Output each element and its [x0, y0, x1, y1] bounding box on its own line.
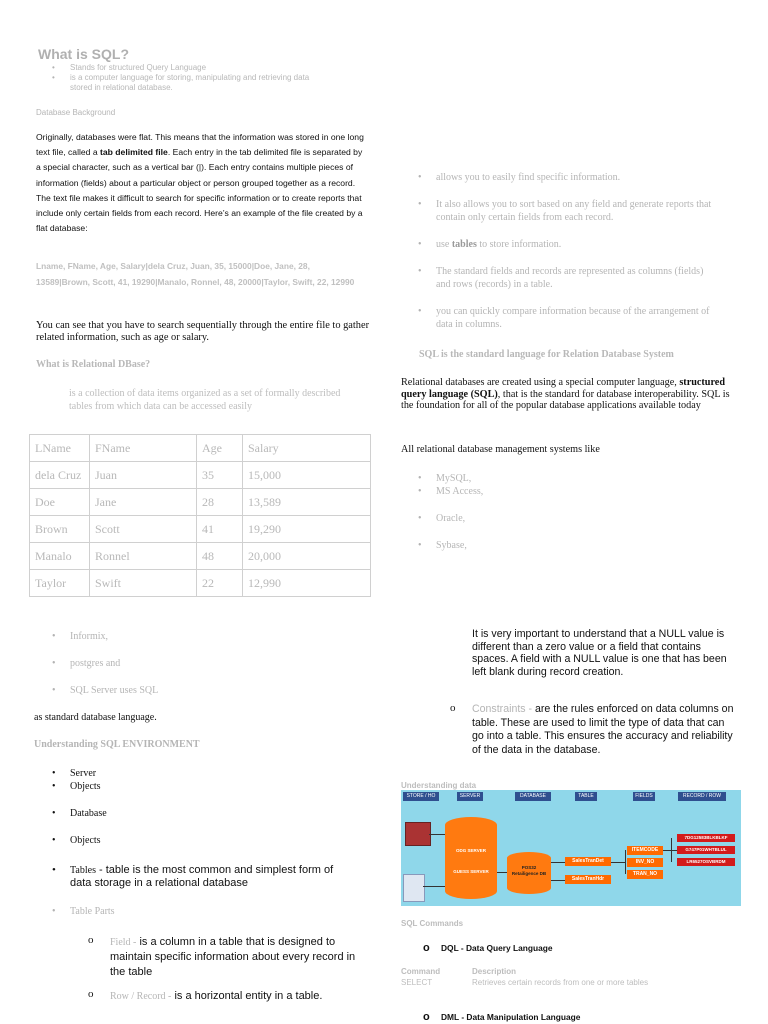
diagram-header: FIELDS [633, 792, 655, 801]
connector-line [551, 862, 565, 863]
env-list [52, 767, 352, 847]
connector-line [611, 862, 625, 863]
diagram-record-box: 7DG12583BLKBLKF [677, 834, 735, 842]
table-cell: Juan [90, 462, 197, 489]
connector-line [625, 850, 626, 874]
connector-line [423, 886, 445, 887]
table-cell: 20,000 [243, 543, 371, 570]
diagram-field-box: ITEMCODE [627, 846, 663, 855]
table-header-row [30, 435, 371, 462]
description-column-header: Description [472, 967, 517, 976]
diagram-header: DATABASE [515, 792, 551, 801]
table-cell: Scott [90, 516, 197, 543]
list-item: • Oracle, [418, 512, 618, 525]
list-item: • you can quickly compare information because of the arrangement of data in columns. [418, 305, 718, 331]
table-cell: Doe [30, 489, 90, 516]
odg-server-label: ODG SERVER [456, 848, 486, 853]
table-cell: 48 [197, 543, 243, 570]
diagram-record-box: LR6527OSVBRDM [677, 858, 735, 866]
table-cell: Manalo [30, 543, 90, 570]
db-background-heading: Database Background [36, 108, 116, 117]
table-header: Age [197, 435, 243, 462]
table-header: FName [90, 435, 197, 462]
table-cell: 12,990 [243, 570, 371, 597]
field-label: Field - [110, 937, 137, 948]
understanding-data-diagram [401, 790, 741, 906]
relational-heading: What is Relational DBase? [36, 359, 151, 370]
list-item: • postgres and [52, 657, 352, 670]
table-cell: Taylor [30, 570, 90, 597]
standard-language-line: as standard database language. [34, 712, 157, 723]
table-row [30, 543, 371, 570]
table-cell: Ronnel [90, 543, 197, 570]
rdb-features-list [418, 171, 718, 331]
understanding-data-heading: Understanding data [401, 781, 477, 790]
null-paragraph: It is very important to understand that a NULL value is different than a zero value or a field that contains spaces. A field with a NULL value is one that has been left blank during record creation. [472, 628, 727, 678]
table-cell: 19,290 [243, 516, 371, 543]
table-header: Salary [243, 435, 371, 462]
diagram-field-box: INV_NO [627, 858, 663, 867]
table-row [30, 516, 371, 543]
list-item: • MySQL, [418, 472, 618, 485]
list-item: • use tables to store information. [418, 238, 718, 251]
list-item: • Objects [52, 780, 352, 793]
list-item: • Sybase, [418, 539, 618, 552]
intro-bullet: • is a computer language for storing, manipulating and retrieving data [52, 73, 372, 83]
list-item: • It also allows you to sort based on any field and generate reports that contain only certain fields from each record. [418, 198, 718, 224]
list-item: • MS Access, [418, 485, 618, 498]
field-item [88, 934, 370, 979]
connector-line [497, 872, 507, 873]
table-cell: 35 [197, 462, 243, 489]
data-table [29, 434, 371, 597]
table-row [30, 462, 371, 489]
row-item [88, 988, 370, 1003]
store-building-icon [405, 822, 431, 846]
constraints-item [450, 702, 736, 756]
env-heading: Understanding SQL ENVIRONMENT [34, 739, 200, 750]
table-cell: Swift [90, 570, 197, 597]
pos-db-label: POS32 Retailigence DB [511, 865, 547, 876]
intro-bullet: • Stands for structured Query Language [52, 63, 372, 73]
connector-line [551, 880, 565, 881]
sql-standard-heading: SQL is the standard language for Relation Database System [419, 349, 674, 360]
constraints-desc: are the rules enforced on data columns on table. These are used to limit the type of data that can go into a table. This ensures the accuracy and reliability of the data in the database. [472, 703, 734, 756]
rdbms-list [418, 472, 618, 552]
rdb-paragraph: Relational databases are created using a special computer language, structured query language (SQL), that is the standard for database interoperability. SQL is the foundation for all of the popular database applications available today [401, 377, 730, 412]
table-parts-item: • Table Parts [52, 906, 115, 917]
server-cylinder [445, 817, 497, 899]
field-desc: is a column in a table that is designed to maintain specific information about every record in the table [110, 936, 356, 978]
row-desc: is a horizontal entity in a table. [171, 990, 323, 1002]
list-item: • SQL Server uses SQL [52, 684, 352, 697]
list-item: • Server [52, 767, 352, 780]
constraints-label: Constraints - [472, 703, 533, 715]
list-item: • Informix, [52, 630, 352, 643]
table-row [30, 489, 371, 516]
more-db-list [52, 630, 352, 697]
select-command: SELECT [401, 978, 433, 987]
store-building-icon [403, 874, 425, 902]
table-header: LName [30, 435, 90, 462]
table-row [30, 570, 371, 597]
connector-line [671, 838, 672, 862]
table-cell: 28 [197, 489, 243, 516]
list-item: • Objects [52, 834, 352, 847]
tables-bullet [52, 864, 352, 890]
table-cell: 22 [197, 570, 243, 597]
diagram-header: RECORD / ROW [678, 792, 726, 801]
connector-line [663, 850, 677, 851]
diagram-table-box: SalesTranDet [565, 857, 611, 866]
table-cell: dela Cruz [30, 462, 90, 489]
diagram-record-box: G747P01WHTBLUL [677, 846, 735, 854]
guess-server-label: GUESS SERVER [453, 869, 489, 874]
diagram-header: STORE / HO [403, 792, 439, 801]
table-cell: Jane [90, 489, 197, 516]
rdbms-intro: All relational database management systems like [401, 444, 600, 455]
diagram-table-box: SalesTranHdr [565, 875, 611, 884]
tables-label: Tables [70, 865, 96, 876]
table-cell: 13,589 [243, 489, 371, 516]
flat-file-example: Lname, FName, Age, Salary|dela Cruz, Juan, 35, 15000|Doe, Jane, 28, 13589|Brown, Scott, 41, 19290|Manalo, Ronnel, 48, 20000|Taylor, Swift, 22, 12990 [36, 261, 355, 287]
sequential-paragraph: You can see that you have to search sequentially through the entire file to gather related information, such as age or salary. [36, 320, 370, 343]
list-item: • The standard fields and records are represented as columns (fields) and rows (records) in a table. [418, 265, 718, 291]
sql-commands-heading: SQL Commands [401, 919, 464, 928]
diagram-header: TABLE [575, 792, 597, 801]
page-title: What is SQL? [38, 46, 129, 62]
dml-item: o DML - Data Manipulation Language [423, 1012, 580, 1023]
intro-bullet-cont: stored in relational database. [70, 83, 173, 92]
command-column-header: Command [401, 967, 441, 976]
row-label: Row / Record - [110, 991, 172, 1002]
select-description: Retrieves certain records from one or more tables [472, 978, 649, 987]
list-item: • allows you to easily find specific information. [418, 171, 718, 184]
tables-desc: - table is the most common and simplest form of data storage in a relational database [70, 864, 334, 889]
diagram-header: SERVER [457, 792, 483, 801]
relational-definition: is a collection of data items organized as a set of formally described tables from which data can be accessed easily [69, 388, 341, 412]
intro-bullets [52, 63, 372, 93]
table-cell: Brown [30, 516, 90, 543]
background-paragraph: Originally, databases were flat. This means that the information was stored in one long text file, called a tab delimited file. Each entry in the tab delimited file is separated by a special character, such as a vertical bar (|). Each entry contains multiple pieces of information (fields) about a particular object or person grouped together as a record. The text file makes it difficult to search for specific information or to create reports that include only certain fields from each record. Here’s an example of the file created by a flat database: [36, 132, 364, 234]
list-item: • Database [52, 807, 352, 820]
table-cell: 41 [197, 516, 243, 543]
connector-line [429, 834, 445, 835]
dql-item: o DQL - Data Query Language [423, 943, 553, 954]
diagram-field-box: TRAN_NO [627, 870, 663, 879]
table-cell: 15,000 [243, 462, 371, 489]
